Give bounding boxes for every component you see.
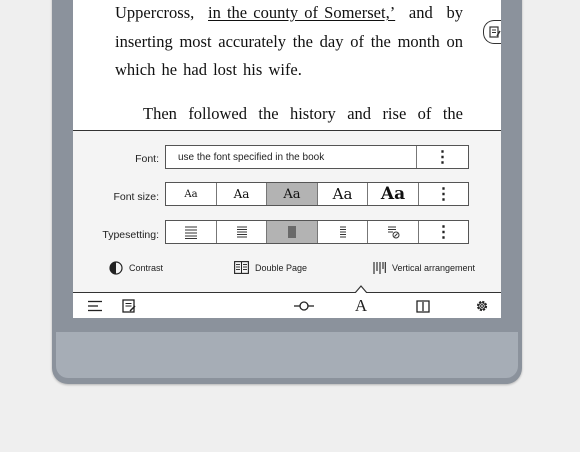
book-word: of (350, 32, 364, 51)
book-word: on (446, 32, 463, 51)
font-size-option-2[interactable] (217, 183, 267, 205)
settings-button[interactable] (470, 296, 494, 316)
font-size-option-3[interactable] (267, 183, 318, 205)
book-word: the (292, 32, 313, 51)
book-word: and (347, 104, 372, 123)
typesetting-normal-icon (235, 225, 249, 239)
book-text-line (115, 3, 463, 23)
book-word: month (397, 32, 440, 51)
typesetting-narrow-icon (336, 225, 350, 239)
notes-button[interactable] (117, 296, 141, 316)
book-word: Then (143, 104, 177, 123)
font-size-sample: Aa (233, 187, 250, 201)
e-reader-screen (73, 0, 501, 318)
book-word: most (179, 32, 212, 51)
book-text-line (115, 60, 463, 80)
progress-button[interactable] (291, 296, 317, 316)
book-text-line (143, 104, 463, 124)
font-size-sample: Aa (380, 184, 406, 204)
book-word: inserting (115, 32, 173, 51)
book-word: history (289, 104, 336, 123)
typesetting-original-icon (386, 225, 400, 239)
typesetting-selector (165, 220, 469, 244)
typesetting-more-button[interactable]: ⋮ (435, 224, 452, 241)
toc-icon (87, 300, 103, 312)
book-word: by (446, 3, 463, 22)
book-word: of (417, 104, 432, 123)
book-word: and (408, 3, 433, 22)
settings-gear-icon (475, 299, 489, 313)
font-size-sample: Aa (283, 186, 301, 202)
book-text-line (115, 32, 463, 52)
font-dropdown[interactable]: use the font specified in the book (166, 146, 417, 168)
double-page-label: Double Page (255, 262, 308, 273)
book-word: rise (382, 104, 407, 123)
vertical-arrangement-option[interactable] (373, 261, 475, 275)
typesetting-label: Typesetting: (102, 229, 159, 241)
typesetting-compact-icon (285, 225, 299, 239)
contrast-option[interactable] (109, 261, 163, 275)
bottom-toolbar (73, 292, 501, 318)
book-word: followed (188, 104, 247, 123)
font-size-label: Font size: (113, 191, 159, 203)
reading-settings-panel (73, 130, 501, 318)
note-icon[interactable] (483, 20, 501, 44)
toc-button[interactable] (83, 296, 107, 316)
typesetting-option-3[interactable] (267, 221, 318, 243)
vertical-arrangement-icon (373, 261, 386, 275)
book-word: the (442, 104, 463, 123)
active-tab-indicator (355, 285, 367, 293)
font-more-button[interactable]: ⋮ (434, 149, 451, 166)
book-word: Uppercross, (115, 3, 195, 22)
vertical-arrangement-label: Vertical arrangement (392, 263, 476, 273)
font-size-option-1[interactable] (166, 183, 217, 205)
typesetting-option-4[interactable] (318, 221, 368, 243)
book-word: the (370, 32, 391, 51)
font-size-option-5[interactable] (368, 183, 419, 205)
font-icon: A (354, 296, 368, 315)
font-selector[interactable] (165, 145, 469, 169)
contrast-icon (109, 261, 123, 275)
typesetting-wide-icon (184, 225, 198, 239)
split-view-icon (416, 300, 430, 313)
split-view-button[interactable] (411, 296, 435, 316)
book-word: which he had lost his wife. (115, 60, 302, 79)
book-word: day (319, 32, 344, 51)
typesetting-option-1[interactable] (166, 221, 217, 243)
book-word: the (258, 104, 279, 123)
font-size-sample: Aa (184, 188, 198, 200)
double-page-option[interactable] (234, 261, 307, 274)
highlighted-text[interactable]: in the county of Somerset,’ (208, 3, 396, 22)
font-settings-button[interactable] (349, 296, 373, 316)
font-label: Font: (135, 153, 159, 165)
font-size-more-button[interactable]: ⋮ (435, 186, 452, 203)
font-size-selector (165, 182, 469, 206)
typesetting-option-5[interactable] (368, 221, 419, 243)
progress-icon (293, 300, 315, 312)
notes-icon (122, 299, 136, 313)
font-size-sample: Aa (332, 185, 353, 203)
device-bottom-bezel (56, 332, 518, 378)
typesetting-option-2[interactable] (217, 221, 267, 243)
contrast-label: Contrast (129, 263, 164, 273)
double-page-icon (234, 261, 249, 274)
book-word: accurately (218, 32, 287, 51)
font-size-option-4[interactable] (318, 183, 368, 205)
